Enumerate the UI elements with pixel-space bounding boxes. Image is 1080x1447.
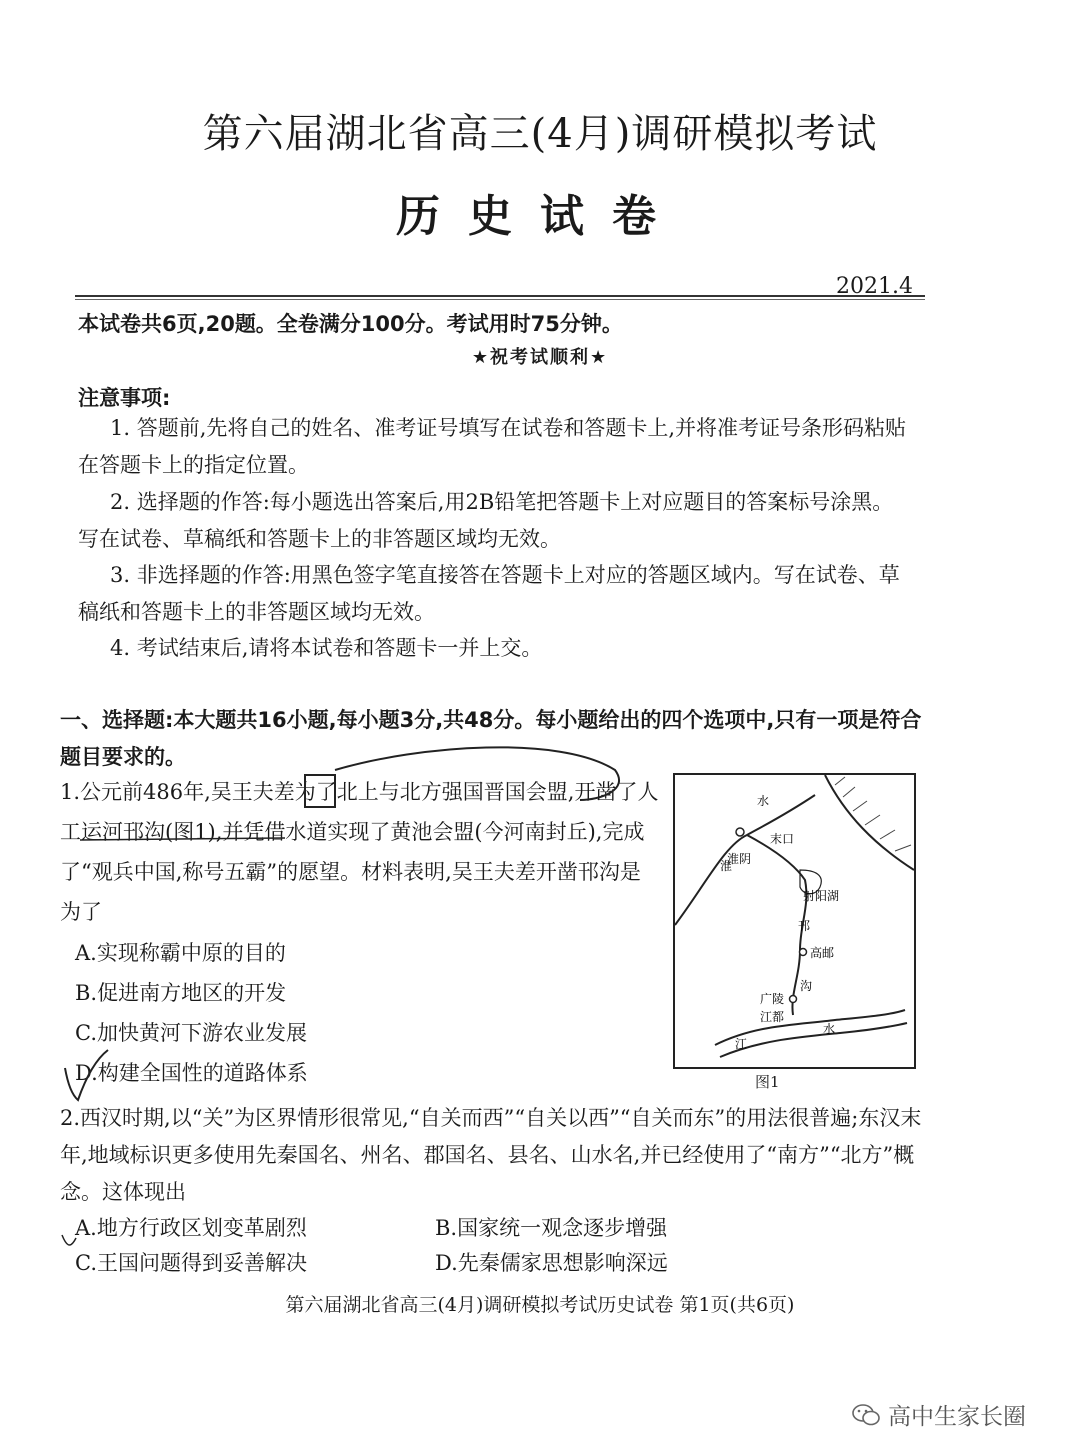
pen-check-mark (65, 1050, 108, 1100)
note-item-1: 1. 答题前,先将自己的姓名、准考证号填写在试卷和答题卡上,并将准考证号条形码粘贴在答题卡上的指定位置。 (78, 416, 907, 477)
page-footer: 第六届湖北省高三(4月)调研模拟考试历史试卷 第1页(共6页) (285, 1294, 795, 1316)
notes-heading: 注意事项: (78, 386, 171, 410)
blessing: ★祝考试顺利★ (471, 347, 609, 368)
pen-underline-mark (80, 838, 285, 840)
exam-date: 2021.4 (836, 274, 913, 299)
map-label-huai1: 淮 (720, 859, 733, 873)
exam-subtitle: 历史试卷 (396, 191, 684, 242)
note-item-3: 3. 非选择题的作答:用黑色签字笔直接答在答题卡上对应的答题区域内。写在试卷、草稿纸和答题卡上的非答题区域均无效。 (78, 563, 900, 624)
map-label-jiang1: 江 (735, 1037, 748, 1051)
q2-option-d[interactable]: D.先秦儒家思想影响深远 (435, 1251, 668, 1275)
map-label-huaiyin: 淮阴 (727, 852, 752, 866)
map-label-huai2: 水 (757, 794, 770, 808)
q2-option-a[interactable]: A.地方行政区划变革剧烈 (75, 1216, 307, 1240)
pen-box-mark (305, 775, 335, 807)
question-1-stem: 1.公元前486年,吴王夫差为了北上与北方强国晋国会盟,开凿了人工运河邗沟(图1),并凭借水道实现了黄池会盟(今河南封丘),完成了“观兵中国,称号五霸”的愿望。材料表明,吴王夫差开凿邗沟是为了 (60, 780, 659, 924)
note-item-2: 2. 选择题的作答:每小题选出答案后,用2B铅笔把答题卡上对应题目的答案标号涂黑。写在试卷、草稿纸和答题卡上的非答题区域均无效。 (78, 490, 894, 551)
wechat-icon (852, 1403, 880, 1427)
exam-title: 第六届湖北省高三(4月)调研模拟考试 (202, 111, 878, 157)
map-label-guangling: 广陵 (760, 992, 785, 1006)
pen-tick-mark (62, 1235, 76, 1245)
map-label-han2: 沟 (800, 979, 813, 993)
question-2-stem: 2.西汉时期,以“关”为区界情形很常见,“自关而西”“自关以西”“自关而东”的用法很普遍;东汉末年,地域标识更多使用先秦国名、州名、郡国名、县名、山水名,并已经使用了“南方”“北方”概念。这体现出 (60, 1106, 922, 1204)
map-label-gaoyou: 高邮 (810, 946, 835, 960)
exam-intro: 本试卷共6页,20题。全卷满分100分。考试用时75分钟。 (78, 312, 623, 336)
q1-option-c[interactable]: C.加快黄河下游农业发展 (75, 1021, 307, 1045)
map-label-jiangdu: 江都 (760, 1010, 785, 1024)
map-label-sheyang: 射阳湖 (803, 889, 840, 903)
watermark-text: 高中生家长圈 (888, 1404, 1026, 1430)
q1-option-d[interactable]: D.构建全国性的道路体系 (75, 1061, 308, 1085)
q1-option-a[interactable]: A.实现称霸中原的目的 (75, 941, 286, 965)
map-drawing (675, 775, 914, 1067)
q2-option-b[interactable]: B.国家统一观念逐步增强 (435, 1216, 668, 1240)
canal-map (673, 773, 916, 1069)
map-label-han1: 邗 (798, 919, 811, 933)
map-label-mokou: 末口 (770, 832, 795, 846)
pen-arc-mark (335, 747, 619, 800)
q1-option-b[interactable]: B.促进南方地区的开发 (75, 981, 287, 1005)
q2-option-c[interactable]: C.王国问题得到妥善解决 (75, 1251, 307, 1275)
section-heading: 一、选择题:本大题共16小题,每小题3分,共48分。每小题给出的四个选项中,只有一项是符合题目要求的。 (60, 708, 922, 769)
watermark (852, 1398, 1026, 1431)
note-item-4: 4. 考试结束后,请将本试卷和答题卡一并上交。 (110, 636, 543, 660)
map-caption: 图1 (755, 1073, 780, 1091)
map-label-jiang2: 水 (823, 1022, 836, 1036)
